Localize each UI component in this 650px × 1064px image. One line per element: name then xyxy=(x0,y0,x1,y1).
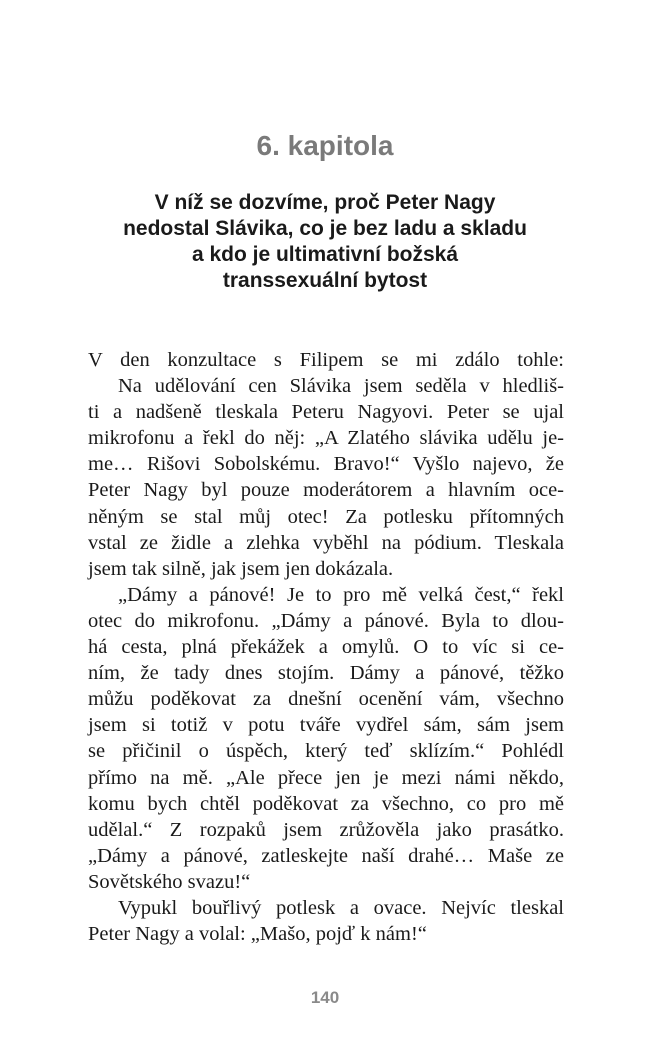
chapter-subtitle xyxy=(80,190,570,294)
text-line: udělal.“ Z rozpaků jsem zrůžověla jako prasátko. xyxy=(88,818,564,841)
text-line: V den konzultace s Filipem se mi zdálo tohle: xyxy=(88,349,564,371)
text-line: jsem tak silně, jak jsem jen dokázala. xyxy=(88,557,394,580)
text-line: „Dámy a pánové, zatleskejte naší drahé… Maše ze xyxy=(88,844,564,867)
text-line: Peter Nagy a volal: „Mašo, pojď k nám!“ xyxy=(88,923,427,946)
text-line: „Dámy a pánové! Je to pro mě velká čest,“ řekl xyxy=(118,583,564,606)
text-line: ti a nadšeně tleskala Peteru Nagyovi. Peter se ujal xyxy=(88,401,564,424)
text-line: Peter Nagy byl pouze moderátorem a hlavním oce- xyxy=(88,479,564,502)
subtitle-line: nedostal Slávika, co je bez ladu a skladu xyxy=(123,217,527,240)
subtitle-line: transsexuální bytost xyxy=(222,269,428,292)
text-line: Sovětského svazu!“ xyxy=(88,870,251,893)
text-line: komu bych chtěl poděkovat za všechno, co pro mě xyxy=(88,792,564,815)
text-line: se přičinil o úspěch, který teď sklízím.“ Pohlédl xyxy=(88,740,564,763)
text-line: přímo na mě. „Ale přece jen je mezi námi někdo, xyxy=(88,766,564,789)
text-line: me… Rišovi Sobolskému. Bravo!“ Vyšlo najevo, že xyxy=(88,453,564,476)
text-line: Vypukl bouřlivý potlesk a ovace. Nejvíc tleskal xyxy=(118,896,564,919)
text-line: něným se stal můj otec! Za potlesku přítomných xyxy=(88,505,564,528)
text-line: há cesta, plná překážek a omylů. O to víc si ce- xyxy=(88,636,564,659)
page-number: 140 xyxy=(310,988,340,1007)
text-line: Na udělování cen Slávika jsem seděla v hledliš- xyxy=(118,375,564,398)
text-line: ním, že tady dnes stojím. Dámy a pánové, těžko xyxy=(88,662,564,685)
body-text xyxy=(88,347,564,947)
chapter-title: 6. kapitola xyxy=(256,130,394,161)
subtitle-line: V níž se dozvíme, proč Peter Nagy xyxy=(154,191,496,214)
text-line: otec do mikrofonu. „Dámy a pánové. Byla to dlou- xyxy=(88,609,564,632)
text-line: mikrofonu a řekl do něj: „A Zlatého slávika udělu je- xyxy=(88,427,564,450)
text-line: jsem si totiž v potu tváře vydřel sám, sám jsem xyxy=(88,714,564,737)
text-line: můžu poděkovat za dnešní ocenění vám, všechno xyxy=(88,688,564,711)
subtitle-line: a kdo je ultimativní božská xyxy=(191,243,459,266)
text-line: vstal ze židle a zlehka vyběhl na pódium. Tleskala xyxy=(88,531,564,554)
